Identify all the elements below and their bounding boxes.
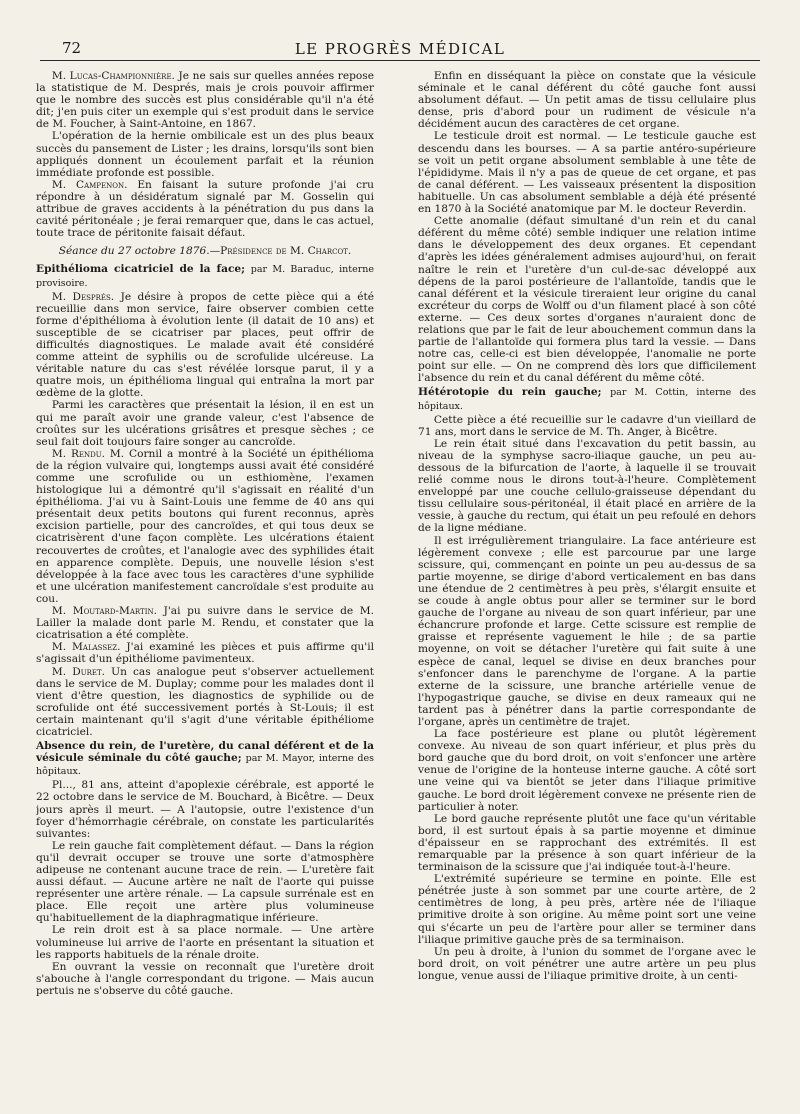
paragraph-text: M. Cornil a montré à la Société un épithélioma de la région vulvaire qui, longtemps aussi avait été considéré comme une scrofulide ou un esthiomène, l'examen histologique lui a démontré qu'il s'agissait en réalité d'un épithélioma. J'ai vu à Saint-Louis une femme de 40 ans qui présentait deux petits boutons qui furent reconnus, après excision partielle, pour des cancroïdes, et qui tous deux se cicatrisèrent d'une façon complète. Les ulcérations étaient recouvertes de croûtes, et l'analogie avec des syphilides était en apparence complète. Depuis, une nouvelle lésion s'est développée à la face avec tous les caractères d'une syphilide et une ulcération manifestement cancroïdale s'est produite au cou. bbox=[36, 447, 374, 605]
paragraph bbox=[36, 291, 374, 400]
paragraph: Un peu à droite, à l'union du sommet de l'organe avec le bord droit, on voit pénétrer une autre artère un peu plus longue, venue aussi de l'iliaque primitive droite, à un centi- bbox=[418, 945, 756, 982]
speaker-name: M. Campenon. bbox=[51, 178, 128, 191]
paragraph-text: Un cas analogue peut s'observer actuellement dans le service de M. Duplay; comme pour les malades dont il vient d'être question, les diagnostics de syphilide ou de scrofulide ont été successivement portés à St-Louis; il est certain maintenant qu'il s'agit d'une véritable épithéliome cicatriciel. bbox=[36, 665, 374, 738]
paragraph bbox=[36, 641, 374, 665]
paragraph: L'opération de la hernie ombilicale est un des plus beaux succès du pansement de Lister ; les drains, lorsqu'ils sont bien appliqués donnent un écoulement parfait et la réunion immédiate profonde est possible. bbox=[36, 130, 374, 179]
speaker-name: M. Malassez. bbox=[51, 641, 121, 654]
speaker-name: M. Rendu. bbox=[51, 447, 106, 460]
paragraph bbox=[36, 605, 374, 641]
paragraph: La face postérieure est plane ou plutôt légèrement convexe. Au niveau de son quart inférieur, et plus près du bord gauche que du bord droit, on voit s'enfoncer une artère venue de l'origine de la honteuse interne gauche. A côté sort une veine qui va bientôt se jeter dans l'iliaque primitive gauche. Le bord droit légèrement convexe ne présente rien de particulier à noter. bbox=[418, 728, 756, 813]
paragraph: Le rein était situé dans l'excavation du petit bassin, au niveau de la symphyse sacro-iliaque gauche, un peu au-dessous de la bifurcation de l'aorte, à laquelle il se trouvait relié comme nous le dirons tout-à-l'heure. Complètement enveloppé par une couche cellulo-graisseuse dépendant du tissu cellulaire sous-péritonéal, il était placé en arrière de la vessie, à gauche du rectum, qui était un peu refoulé en dehors de la ligne médiane. bbox=[418, 437, 756, 535]
section-byline: par M. Baraduc, interne provisoire. bbox=[36, 264, 374, 289]
right-column bbox=[418, 70, 756, 1110]
speaker-name: M. Després. bbox=[51, 290, 115, 303]
section-heading bbox=[418, 386, 756, 412]
page-header bbox=[40, 38, 760, 61]
paragraph: Pl..., 81 ans, atteint d'apoplexie cérébrale, est apporté le 22 octobre dans le service de M. Bouchard, à Bicêtre. — Deux jours après il meurt. — A l'autopsie, outre l'existence d'un foyer d'hémorrhagie cérébrale, on constate les particularités suivantes: bbox=[36, 779, 374, 840]
section-byline: par M. Cottin, interne des hôpitaux. bbox=[418, 387, 756, 412]
paragraph-text: J'ai pu suivre dans le service de M. Lailler la malade dont parle M. Rendu, et constater que la cicatrisation a été complète. bbox=[36, 605, 374, 642]
section-byline: par M. Mayor, interne des hôpitaux. bbox=[36, 753, 374, 778]
paragraph: Le bord gauche représente plutôt une face qu'un véritable bord, il est surtout épais à sa partie moyenne et diminue d'épaisseur en se rapprochant des extrémités. Il est remarquable par la présence à son quart inférieur de la terminaison de la scissure que j'ai indiquée tout-à-l'heure. bbox=[418, 812, 756, 874]
seance-heading bbox=[36, 245, 374, 257]
journal-title: LE PROGRÈS MÉDICAL bbox=[294, 40, 506, 58]
paragraph-text: Je ne sais sur quelles années repose la statistique de M. Després, mais je crois pouvoir affirmer que le nombre des succès est plus considérable qu'il n'a été dit; j'en puis citer un exemple qui s'est produit dans le service de M. Foucher, à Saint-Antoine, en 1867. bbox=[36, 70, 374, 131]
paragraph: Le rein droit est à sa place normale. — Une artère volumineuse lui arrive de l'aorte en présentant la situation et les rapports habituels de la rénale droite. bbox=[36, 924, 374, 961]
speaker-name: M. Duret. bbox=[51, 665, 106, 678]
page-number: 72 bbox=[62, 39, 82, 57]
paragraph bbox=[36, 448, 374, 605]
section-heading bbox=[36, 740, 374, 778]
speaker-name: M. Lucas-Championnière. bbox=[51, 70, 175, 82]
paragraph-text: J'ai examiné les pièces et puis affirme qu'il s'agissait d'un épithéliome pavimenteux. bbox=[36, 641, 374, 666]
seance-date: Séance du 27 octobre 1876. bbox=[58, 245, 210, 258]
paragraph: Cette anomalie (défaut simultané d'un rein et du canal déférent du même côté) semble indiquer une relation intime dans le développement des deux organes. Et cependant d'après les idées généralement admises aujourd'hui, on ferait naître le rein et l'uretère d'un cul-de-sac développé aux dépens de la paroi postérieure de l'allantoïde, tandis que le canal déférent et la vésicule tireraient leur origine du canal excréteur du corps de Wolff ou d'un filament placé à son côté externe. — Ces deux sortes d'organes n'auraient donc de relations que par le fait de leur abouchement commun dans la partie de l'allantoïde qui formera plus tard la vessie. — Dans notre cas, celle-ci est bien développée, l'anomalie ne porte point sur elle. — On ne comprend dès lors que difficilement l'absence du rein et du canal déférent du même côté. bbox=[418, 215, 756, 385]
paragraph: Il est irrégulièrement triangulaire. La face antérieure est légèrement convexe ; elle est parcourue par une large scissure, qui, commençant en pointe un peu au-dessus de sa partie moyenne, se dirige d'abord verticalement en bas dans une étendue de 2 centimètres à peu près, s'élargit ensuite et se coude à angle obtus pour aller se terminer sur le bord gauche de l'organe au niveau de son quart inférieur, par une échancrure profonde et large. Cette scissure est remplie de graisse et représente vaguement le hile ; de sa partie moyenne, on voit se détacher l'uretère qui fait suite à une espèce de canal, lequel se divise en deux branches pour s'enfoncer dans le parenchyme de l'organe. A la partie externe de la scissure, une branche artérielle venue de l'hypogastrique gauche, se divise en deux rameaux qui ne tardent pas à pénétrer dans la partie correspondante de l'organe, après un centimètre de trajet. bbox=[418, 534, 756, 728]
left-column bbox=[36, 70, 374, 1110]
paragraph: En ouvrant la vessie on reconnaît que l'uretère droit s'abouche à l'angle correspondant du trigone. — Mais aucun pertuis ne s'observe du côté gauche. bbox=[36, 960, 374, 997]
section-heading bbox=[36, 263, 374, 289]
paragraph: Parmi les caractères que présentait la lésion, il en est un qui me paraît avoir une grande valeur, c'est l'absence de croûtes sur les ulcérations grisâtres et presque sèches ; ce seul fait doit toujours faire songer au cancroïde. bbox=[36, 399, 374, 448]
paragraph: Cette pièce a été recueillie sur le cadavre d'un vieillard de 71 ans, mort dans le service de M. Th. Anger, à Bicêtre. bbox=[418, 413, 756, 438]
paragraph: Le rein gauche fait complètement défaut. — Dans la région qu'il devrait occuper se trouve une sorte d'atmosphère adipeuse ne contenant aucune trace de rein. — L'uretère fait aussi défaut. — Aucune artère ne naît de l'aorte qui puisse représenter une artère rénale. — La capsule surrénale est en place. Elle reçoit une artère plus volumineuse qu'habituellement de la diaphragmatique inférieure. bbox=[36, 839, 374, 925]
paragraph-text: En faisant la suture profonde j'ai cru répondre à un désidératum signalé par M. Gosselin qui attribue de graves accidents à la pénétration du pus dans la cavité péritonéale ; je ferai remarquer que, dans le cas actuel, toute trace de péritonite faisait défaut. bbox=[36, 178, 374, 240]
paragraph: Le testicule droit est normal. — Le testicule gauche est descendu dans les bourses. — A sa partie antéro-supérieure se voit un petit organe absolument semblable à une tête de l'épididyme. Mais il n'y a pas de queue de cet organe, et pas de canal déférent. — Les vaisseaux présentent la disposition habituelle. Un cas absolument semblable a déjà été présenté en 1870 à la Société anatomique par M. le docteur Reverdin. bbox=[418, 130, 756, 216]
paragraph bbox=[36, 666, 374, 739]
speaker-name: M. Moutard-Martin. bbox=[51, 605, 157, 618]
paragraph: L'extrémité supérieure se termine en pointe. Elle est pénétrée juste à son sommet par une courte artère, de 2 centimètres de long, à peu près, artère née de l'iliaque primitive droite à son origine. Au même point sort une veine qui s'écarte un peu de l'artère pour aller se terminer dans l'iliaque primitive gauche près de sa terminaison. bbox=[418, 873, 756, 946]
section-title: Absence du rein, de l'uretère, du canal déférent et de la vésicule séminale du côté gauche; bbox=[36, 740, 374, 765]
paragraph bbox=[36, 179, 374, 239]
seance-presidence: —Présidence de M. Charcot. bbox=[209, 245, 352, 258]
paragraph-text: Je désire à propos de cette pièce qui a été recueillie dans mon service, faire observer combien cette forme d'épithélioma à évolution lente (il datait de 10 ans) et susceptible de se cicatriser par places, peut offrir de difficultés diagnostiques. Le malade avait été considéré comme atteint de syphilis ou de scrofulide ulcéreuse. La véritable nature du cas s'est révélée lorsque parut, il y a quatre mois, un épithélioma lingual qui entraîna la mort par œdème de la glotte. bbox=[36, 290, 374, 400]
section-title: Epithélioma cicatriciel de la face; bbox=[36, 263, 246, 276]
paragraph: Enfin en disséquant la pièce on constate que la vésicule séminale et le canal déférent du côté gauche font aussi absolument défaut. — Un petit amas de tissu cellulaire plus dense, pris d'abord pour un rudiment de vésicule n'a décidément aucun des caractères de cet organe. bbox=[418, 70, 756, 131]
paragraph bbox=[36, 70, 374, 130]
section-title: Hétérotopie du rein gauche; bbox=[418, 386, 602, 399]
